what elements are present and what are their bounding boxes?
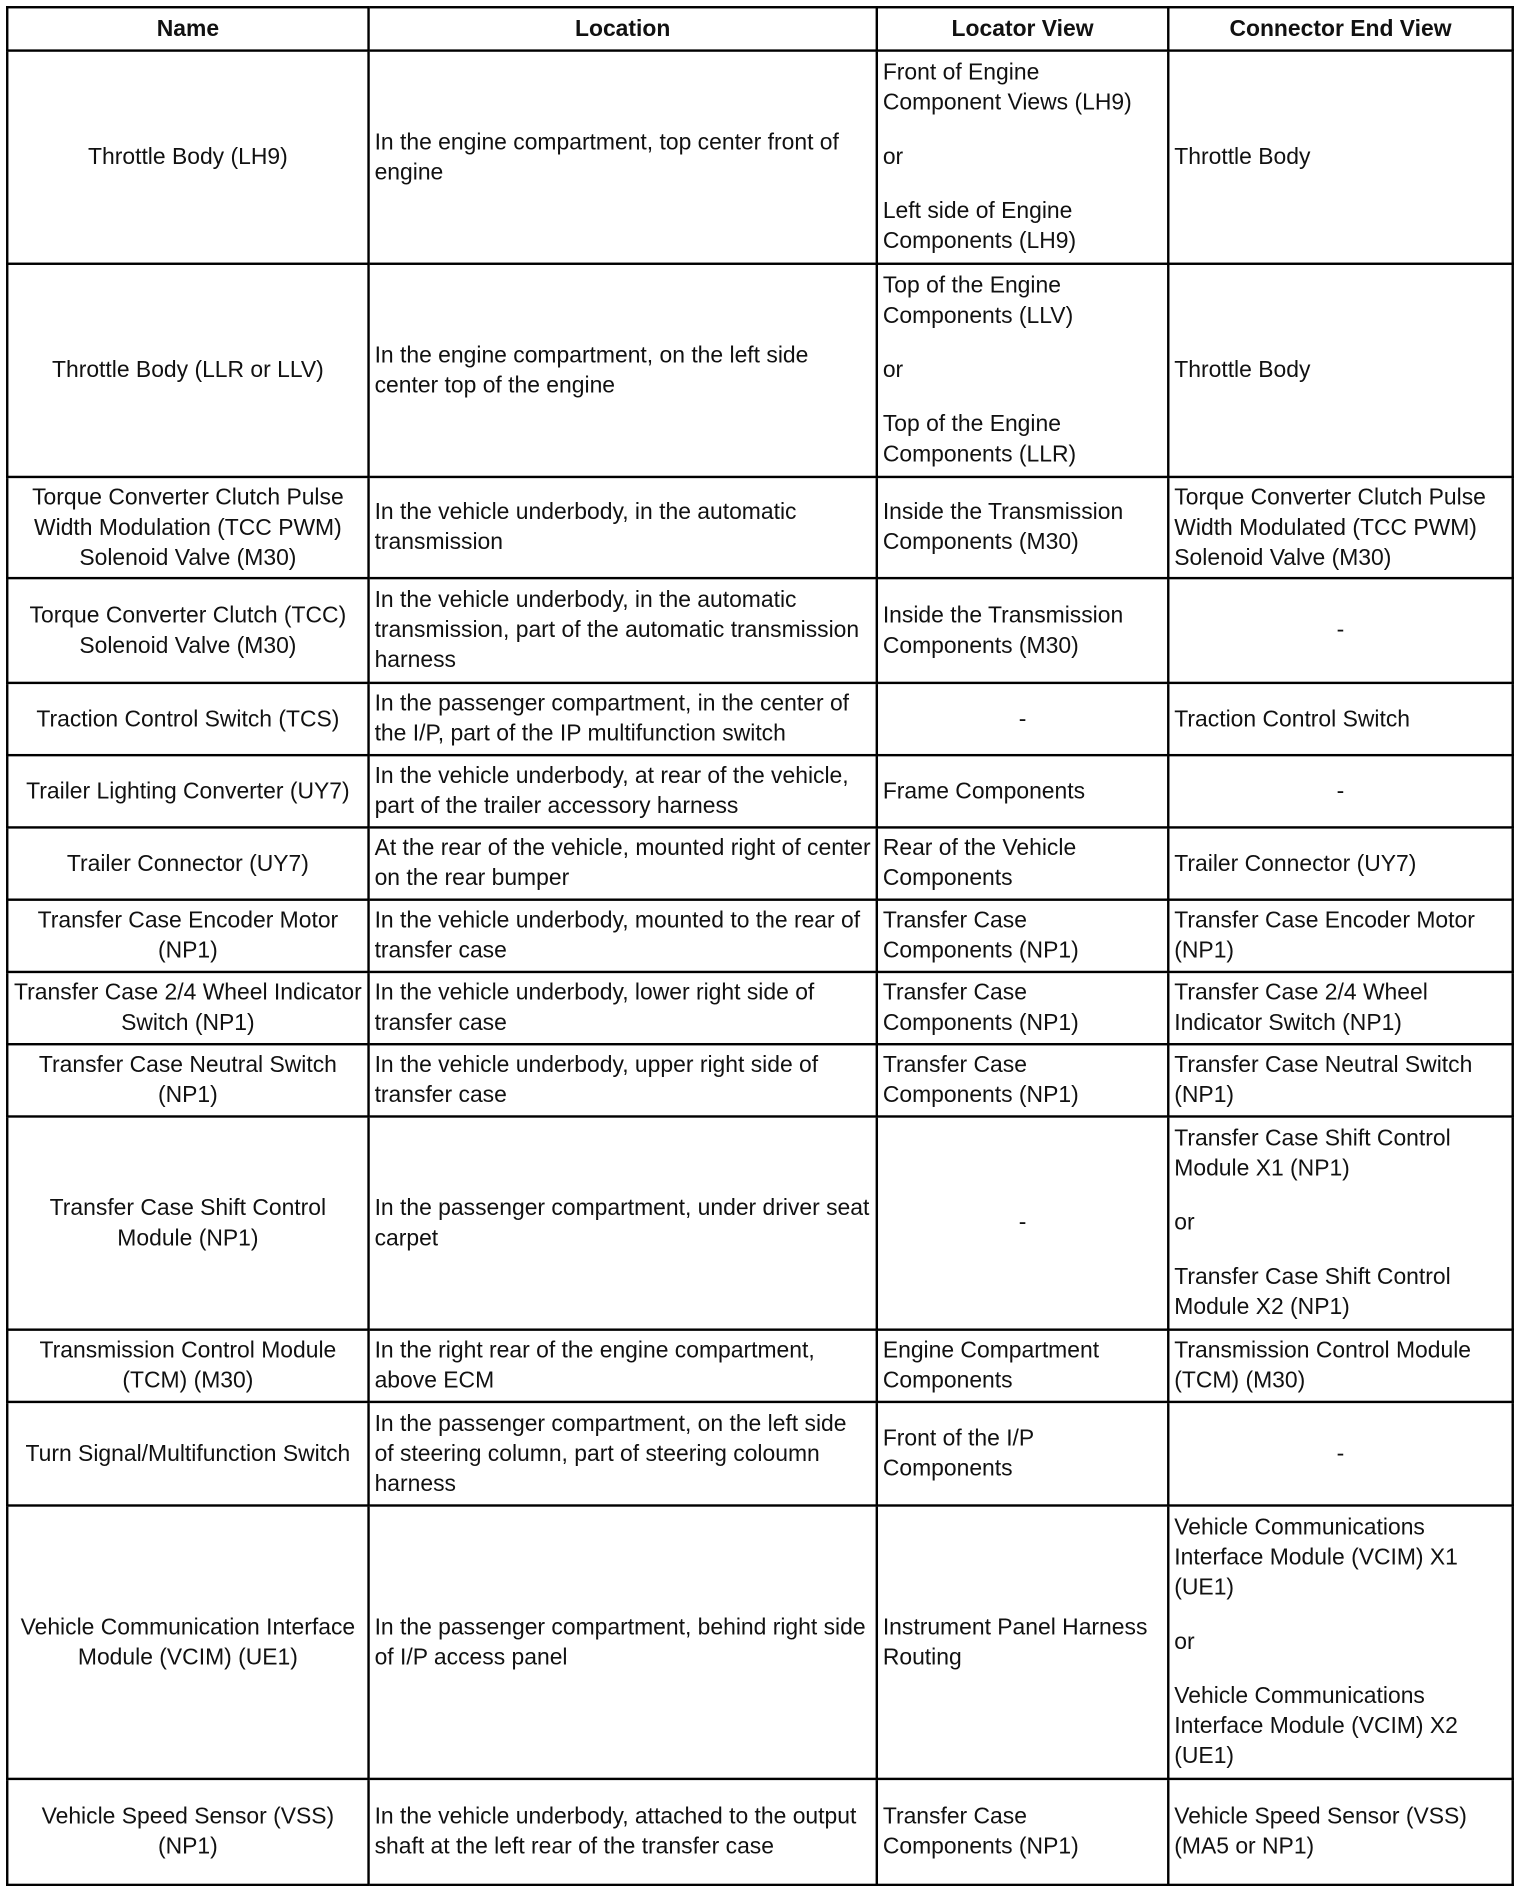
table-row [7,1402,1512,1506]
cell-locator-view: Front of the I/P Components [877,1402,1168,1506]
cell-name: Transfer Case Encoder Motor (NP1) [7,900,368,972]
cell-locator-view: Transfer Case Components (NP1) [877,1779,1168,1885]
cell-connector-end-view: Traction Control Switch [1168,683,1512,755]
locator-text: Front of Engine Component Views (LH9) [882,60,1132,116]
cell-locator-view: Inside the Transmission Components (M30) [877,477,1168,578]
cell-connector-end-view: Transfer Case Encoder Motor (NP1) [1168,900,1512,972]
cell-location: In the right rear of the engine compartment, above ECM [369,1330,877,1402]
cell-locator-view: - [877,1116,1168,1329]
cell-locator-view [877,51,1168,264]
cell-locator-view: Transfer Case Components (NP1) [877,1044,1168,1116]
connector-text: Transfer Case Shift Control Module X1 (NP1) [1174,1126,1451,1182]
header-name: Name [7,7,368,50]
cell-connector-end-view: - [1168,755,1512,827]
cell-locator-view: Rear of the Vehicle Components [877,827,1168,899]
cell-location: In the passenger compartment, in the center of the I/P, part of the IP multifunction switch [369,683,877,755]
cell-locator-view: Engine Compartment Components [877,1330,1168,1402]
cell-locator-view: Transfer Case Components (NP1) [877,900,1168,972]
cell-location: In the vehicle underbody, upper right side of transfer case [369,1044,877,1116]
cell-connector-end-view: Transfer Case Neutral Switch (NP1) [1168,1044,1512,1116]
cell-name: Transmission Control Module (TCM) (M30) [7,1330,368,1402]
table-row [7,578,1512,683]
table-row [7,264,1512,477]
or-separator: or [882,144,904,170]
locator-text: Left side of Engine Components (LH9) [882,198,1077,255]
locator-text: Top of the Engine Components (LLV) [882,273,1074,329]
cell-name: Transfer Case Neutral Switch (NP1) [7,1044,368,1116]
table-row [7,1044,1512,1116]
cell-locator-view: Instrument Panel Harness Routing [877,1505,1168,1778]
cell-location: At the rear of the vehicle, mounted right of center on the rear bumper [369,827,877,899]
cell-name: Trailer Lighting Converter (UY7) [7,755,368,827]
cell-connector-end-view: Transfer Case 2/4 Wheel Indicator Switch (NP1) [1168,972,1512,1044]
cell-name: Trailer Connector (UY7) [7,827,368,899]
header-location: Location [369,7,877,50]
cell-locator-view [877,264,1168,477]
connector-text: Vehicle Communications Interface Module (VCIM) X1 (UE1) [1174,1515,1458,1601]
cell-locator-view: Transfer Case Components (NP1) [877,972,1168,1044]
cell-connector-end-view [1168,1116,1512,1329]
cell-location: In the passenger compartment, behind right side of I/P access panel [369,1505,877,1778]
cell-location: In the passenger compartment, on the left side of steering column, part of steering coloumn harness [369,1402,877,1506]
table-row [7,1505,1512,1778]
cell-connector-end-view: Vehicle Speed Sensor (VSS) (MA5 or NP1) [1168,1779,1512,1885]
cell-name: Turn Signal/Multifunction Switch [7,1402,368,1506]
header-locator-view: Locator View [877,7,1168,50]
table-row [7,827,1512,899]
connector-text: Transfer Case Shift Control Module X2 (NP1) [1174,1264,1451,1321]
cell-location: In the engine compartment, on the left side center top of the engine [369,264,877,477]
or-separator: or [882,357,904,383]
cell-location: In the vehicle underbody, mounted to the rear of transfer case [369,900,877,972]
cell-connector-end-view: Transmission Control Module (TCM) (M30) [1168,1330,1512,1402]
cell-connector-end-view: - [1168,1402,1512,1506]
cell-connector-end-view: - [1168,578,1512,683]
cell-name: Torque Converter Clutch (TCC) Solenoid Valve (M30) [7,578,368,683]
table-row [7,1779,1512,1885]
table-row [7,755,1512,827]
or-separator: or [1174,1629,1195,1655]
cell-location: In the vehicle underbody, attached to the output shaft at the left rear of the transfer case [369,1779,877,1885]
table-row [7,1116,1512,1329]
cell-name: Transfer Case Shift Control Module (NP1) [7,1116,368,1329]
table-row [7,51,1512,264]
connector-text: Vehicle Communications Interface Module (VCIM) X2 (UE1) [1174,1683,1458,1770]
table-row [7,683,1512,755]
cell-connector-end-view: Torque Converter Clutch Pulse Width Modulated (TCC PWM) Solenoid Valve (M30) [1168,477,1512,578]
cell-locator-view: Inside the Transmission Components (M30) [877,578,1168,683]
table-row [7,1330,1512,1402]
cell-name: Throttle Body (LLR or LLV) [7,264,368,477]
cell-name: Traction Control Switch (TCS) [7,683,368,755]
component-locator-table [6,6,1514,1886]
cell-location: In the vehicle underbody, lower right side of transfer case [369,972,877,1044]
cell-name: Transfer Case 2/4 Wheel Indicator Switch (NP1) [7,972,368,1044]
cell-name: Vehicle Communication Interface Module (VCIM) (UE1) [7,1505,368,1778]
cell-connector-end-view [1168,1505,1512,1778]
cell-locator-view: Frame Components [877,755,1168,827]
cell-locator-view: - [877,683,1168,755]
cell-location: In the passenger compartment, under driver seat carpet [369,1116,877,1329]
locator-text: Top of the Engine Components (LLR) [882,411,1077,468]
cell-connector-end-view: Throttle Body [1168,264,1512,477]
cell-location: In the vehicle underbody, in the automatic transmission [369,477,877,578]
cell-location: In the engine compartment, top center front of engine [369,51,877,264]
cell-name: Throttle Body (LH9) [7,51,368,264]
cell-connector-end-view: Throttle Body [1168,51,1512,264]
table-row [7,477,1512,578]
cell-location: In the vehicle underbody, in the automatic transmission, part of the automatic transmission harness [369,578,877,683]
header-row [7,7,1512,50]
table-row [7,972,1512,1044]
cell-name: Vehicle Speed Sensor (VSS) (NP1) [7,1779,368,1885]
or-separator: or [1174,1210,1195,1236]
cell-location: In the vehicle underbody, at rear of the vehicle, part of the trailer accessory harness [369,755,877,827]
cell-name: Torque Converter Clutch Pulse Width Modulation (TCC PWM) Solenoid Valve (M30) [7,477,368,578]
table-row [7,900,1512,972]
header-connector-end-view: Connector End View [1168,7,1512,50]
cell-connector-end-view: Trailer Connector (UY7) [1168,827,1512,899]
